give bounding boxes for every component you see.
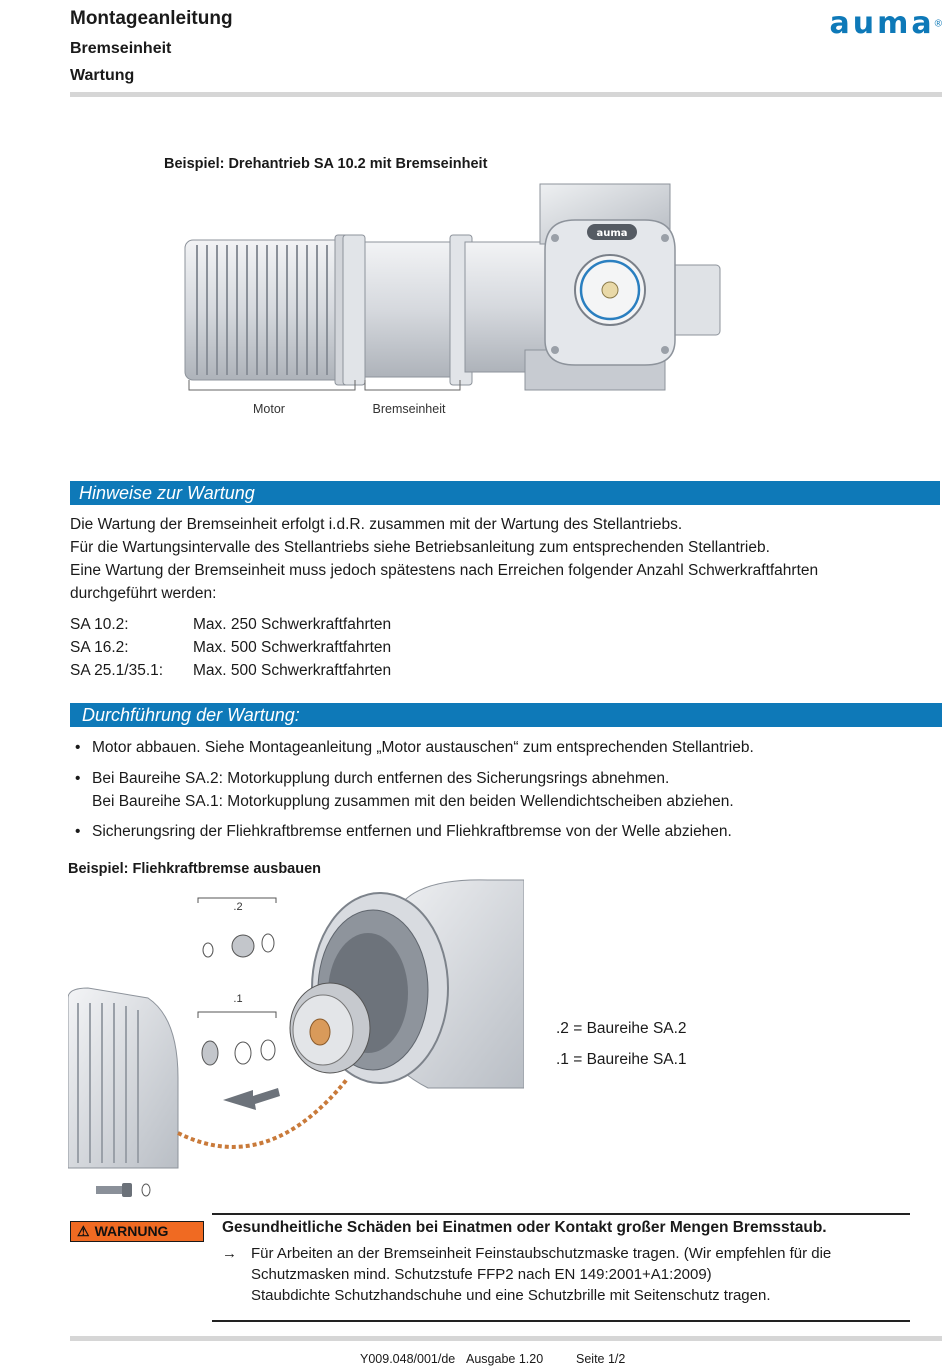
label-brake-unit: Bremseinheit — [372, 402, 446, 416]
warning-top-rule — [212, 1213, 910, 1215]
bullet-dot: • — [75, 739, 81, 756]
footer-rule — [70, 1336, 942, 1341]
figure2-caption: Beispiel: Fliehkraftbremse ausbauen — [68, 861, 322, 877]
bullet-dot: • — [75, 770, 81, 787]
section-durchfuehrung-heading: Durchführung der Wartung: — [70, 703, 942, 727]
motor-cable — [178, 1078, 348, 1147]
hinweise-line-1: Die Wartung der Bremseinheit erfolgt i.d.R. zusammen mit der Wartung des Stellantriebs. — [70, 516, 683, 533]
interval-row — [70, 636, 391, 659]
plate-text: auma — [596, 228, 628, 239]
warning-line: Schutzmasken mind. Schutzstufe FFP2 nach EN 149:2001+A1:2009) — [251, 1266, 712, 1283]
interval-row — [70, 613, 391, 636]
interval-type: SA 10.2: — [70, 616, 129, 633]
warning-text — [222, 1243, 922, 1306]
interval-value: Max. 500 Schwerkraftfahrten — [193, 662, 392, 679]
bullet-continuation: Bei Baureihe SA.1: Motorkupplung zusammen mit den beiden Wellendichtscheiben abziehen. — [92, 793, 734, 810]
hinweise-line-3: Eine Wartung der Bremseinheit muss jedoch spätestens nach Erreichen folgender Anzahl Schwerkraftfahrten — [70, 562, 819, 579]
interval-value: Max. 250 Schwerkraftfahrten — [193, 616, 392, 633]
warning-line: Staubdichte Schutzhandschuhe und eine Schutzbrille mit Seitenschutz tragen. — [251, 1287, 771, 1304]
arrow-icon: → — [222, 1245, 237, 1262]
warning-line: Für Arbeiten an der Bremseinheit Feinstaubschutzmaske tragen. (Wir empfehlen für die — [251, 1245, 832, 1262]
centrifugal-brake — [290, 983, 370, 1073]
brake-removal-illustration — [68, 878, 524, 1208]
warning-icon: ⚠ — [77, 1223, 90, 1239]
motor-housing — [68, 988, 178, 1168]
warning-bottom-rule — [212, 1320, 910, 1322]
footer-page: Seite 1/2 — [576, 1352, 626, 1366]
direction-arrow — [223, 1088, 280, 1110]
warning-heading: Gesundheitliche Schäden bei Einatmen oder Kontakt großer Mengen Bremsstaub. — [222, 1219, 827, 1236]
bullet-text: Sicherungsring der Fliehkraftbremse entfernen und Fliehkraftbremse von der Welle abziehen. — [92, 823, 732, 840]
footer-edition: Ausgabe 1.20 — [466, 1352, 544, 1366]
list-item — [75, 820, 935, 843]
label-parts-2: .2 — [233, 901, 243, 913]
footer-doc-number: Y009.048/001/de — [360, 1352, 456, 1366]
interval-value: Max. 500 Schwerkraftfahrten — [193, 639, 392, 656]
logo-text: auma — [829, 6, 935, 41]
doc-section: Wartung — [70, 67, 135, 84]
hinweise-line-4: durchgeführt werden: — [70, 585, 217, 602]
interval-type: SA 25.1/35.1: — [70, 662, 164, 679]
figure1-caption: Beispiel: Drehantrieb SA 10.2 mit Bremseinheit — [164, 156, 488, 172]
doc-subtitle: Bremseinheit — [70, 40, 172, 57]
bullet-dot: • — [75, 823, 81, 840]
warning-badge — [70, 1221, 204, 1242]
interval-type: SA 16.2: — [70, 639, 129, 656]
list-item — [75, 767, 935, 790]
legend-item-2: .2 = Baureihe SA.2 — [556, 1020, 687, 1037]
screw — [96, 1183, 150, 1197]
motor-body — [185, 235, 353, 385]
gearbox-body — [465, 184, 720, 390]
section-hinweise-heading: Hinweise zur Wartung — [70, 481, 940, 505]
list-item — [75, 736, 935, 759]
warning-badge-label: WARNUNG — [94, 1223, 169, 1239]
legend-item-1: .1 = Baureihe SA.1 — [556, 1051, 687, 1068]
hinweise-line-2: Für die Wartungsintervalle des Stellantriebs siehe Betriebsanleitung zum entsprechenden Stellantrieb. — [70, 539, 770, 556]
doc-title: Montageanleitung — [70, 8, 233, 29]
label-parts-1: .1 — [233, 993, 243, 1005]
interval-row — [70, 659, 391, 682]
parts-group-1 — [198, 1012, 276, 1065]
bullet-text: Motor abbauen. Siehe Montageanleitung „Motor austauschen“ zum entsprechenden Stellantrieb. — [92, 739, 754, 756]
actuator-illustration — [175, 180, 735, 425]
bullet-text: Bei Baureihe SA.2: Motorkupplung durch entfernen des Sicherungsrings abnehmen. — [92, 770, 670, 787]
header-rule — [70, 92, 942, 97]
auma-logo — [830, 6, 942, 41]
brake-unit-body — [343, 235, 472, 385]
dimension-brackets — [189, 380, 460, 390]
label-motor: Motor — [253, 402, 285, 416]
registered-mark: ® — [934, 18, 942, 30]
